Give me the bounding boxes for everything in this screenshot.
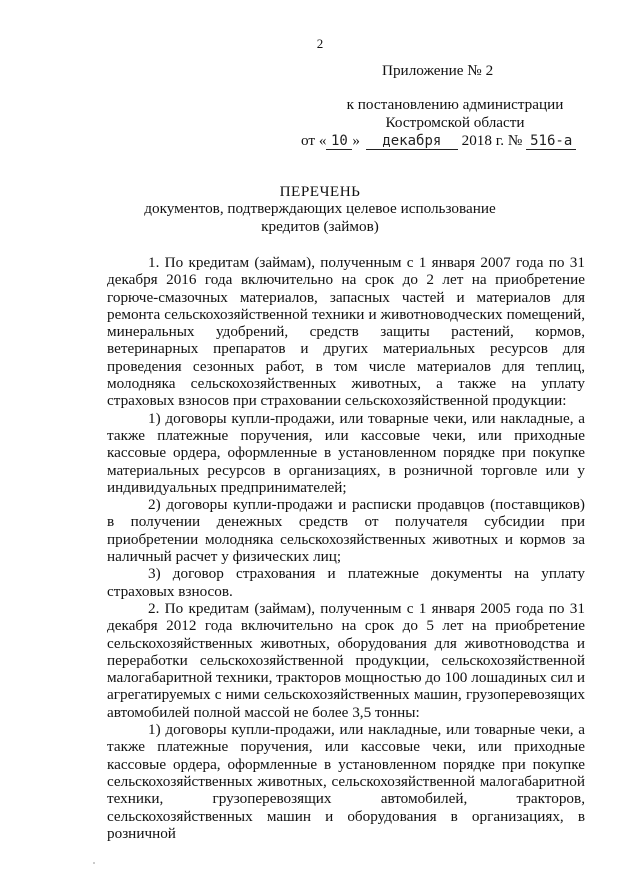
- paragraph-1-item-3: 3) договор страхования и платежные документы на уплату страховых взносов.: [107, 565, 585, 600]
- date-year: 2018 г. №: [461, 132, 523, 149]
- date-prefix: от «: [301, 132, 327, 149]
- region-line: Костромской области: [385, 114, 525, 131]
- page-number: 2: [316, 36, 324, 51]
- paragraph-1: 1. По кредитам (займам), полученным с 1 января 2007 года по 31 декабря 2016 года включительно на срок до 2 лет на приобретение горюче-смазочных материалов, запасных частей и материалов для ремонта сельскохозяйственной техники и животноводческих помещений, минеральных удобрений, средств защиты растений, кормов, ветеринарных препаратов и других материальных ресурсов для проведения сезонных работ, в том числе материалов для теплиц, молодняка сельскохозяйственных животных, а также на уплату страховых взносов при страховании сельскохозяйственной продукции:: [107, 254, 585, 410]
- document-subtitle: [0, 200, 640, 235]
- paragraph-1-item-2: 2) договоры купли-продажи и расписки продавцов (поставщиков) в получении денежных средств от получателя субсидии при приобретении молодняка сельскохозяйственных животных и кормов за наличный расчет у физических лиц;: [107, 496, 585, 566]
- date-day-handwritten: 10: [326, 134, 352, 150]
- paragraph-2: 2. По кредитам (займам), полученным с 1 января 2005 года по 31 декабря 2012 года включительно на срок до 5 лет на приобретение сельскохозяйственных животных, оборудования для животноводства и переработки сельскохозяйственной продукции, сельскохозяйственной малогабаритной техники, тракторов мощностью до 100 лошадиных сил и агрегатируемых с ними сельскохозяйственных машин, грузоперевозящих автомобилей полной массой не более 3,5 тонны:: [107, 599, 585, 721]
- document-body: [107, 254, 585, 842]
- resolution-line: к постановлению администрации: [346, 96, 564, 113]
- date-mid: »: [352, 132, 361, 149]
- appendix-title: Приложение № 2: [382, 62, 494, 79]
- doc-number-handwritten: 516-а: [526, 134, 576, 150]
- appendix-reference: [330, 96, 580, 132]
- resolution-date-line: [301, 132, 576, 150]
- scan-speck: [93, 862, 95, 864]
- paragraph-2-item-1: 1) договоры купли-продажи, или накладные, или товарные чеки, а также платежные поручения, или кассовые чеки, или приходные кассовые ордера, оформленные в установленном порядке при покупке сельскохозяйственных животных, сельскохозяйственной малогабаритной техники, грузоперевозящих автомобилей, тракторов, сельскохозяйственных машин и оборудования в организациях, в розничной: [107, 721, 585, 842]
- subtitle-line-1: документов, подтверждающих целевое использование: [144, 200, 496, 217]
- subtitle-line-2: кредитов (займов): [261, 217, 379, 235]
- date-month-handwritten: декабря: [366, 134, 458, 150]
- document-title: ПЕРЕЧЕНЬ: [279, 183, 361, 200]
- paragraph-1-item-1: 1) договоры купли-продажи, или товарные чеки, или накладные, а также платежные поручения, или кассовые чеки, или приходные кассовые ордера, оформленные в установленном порядке при покупке материальных ресурсов в организациях, в розничной торговле или у индивидуальных предпринимателей;: [107, 409, 585, 496]
